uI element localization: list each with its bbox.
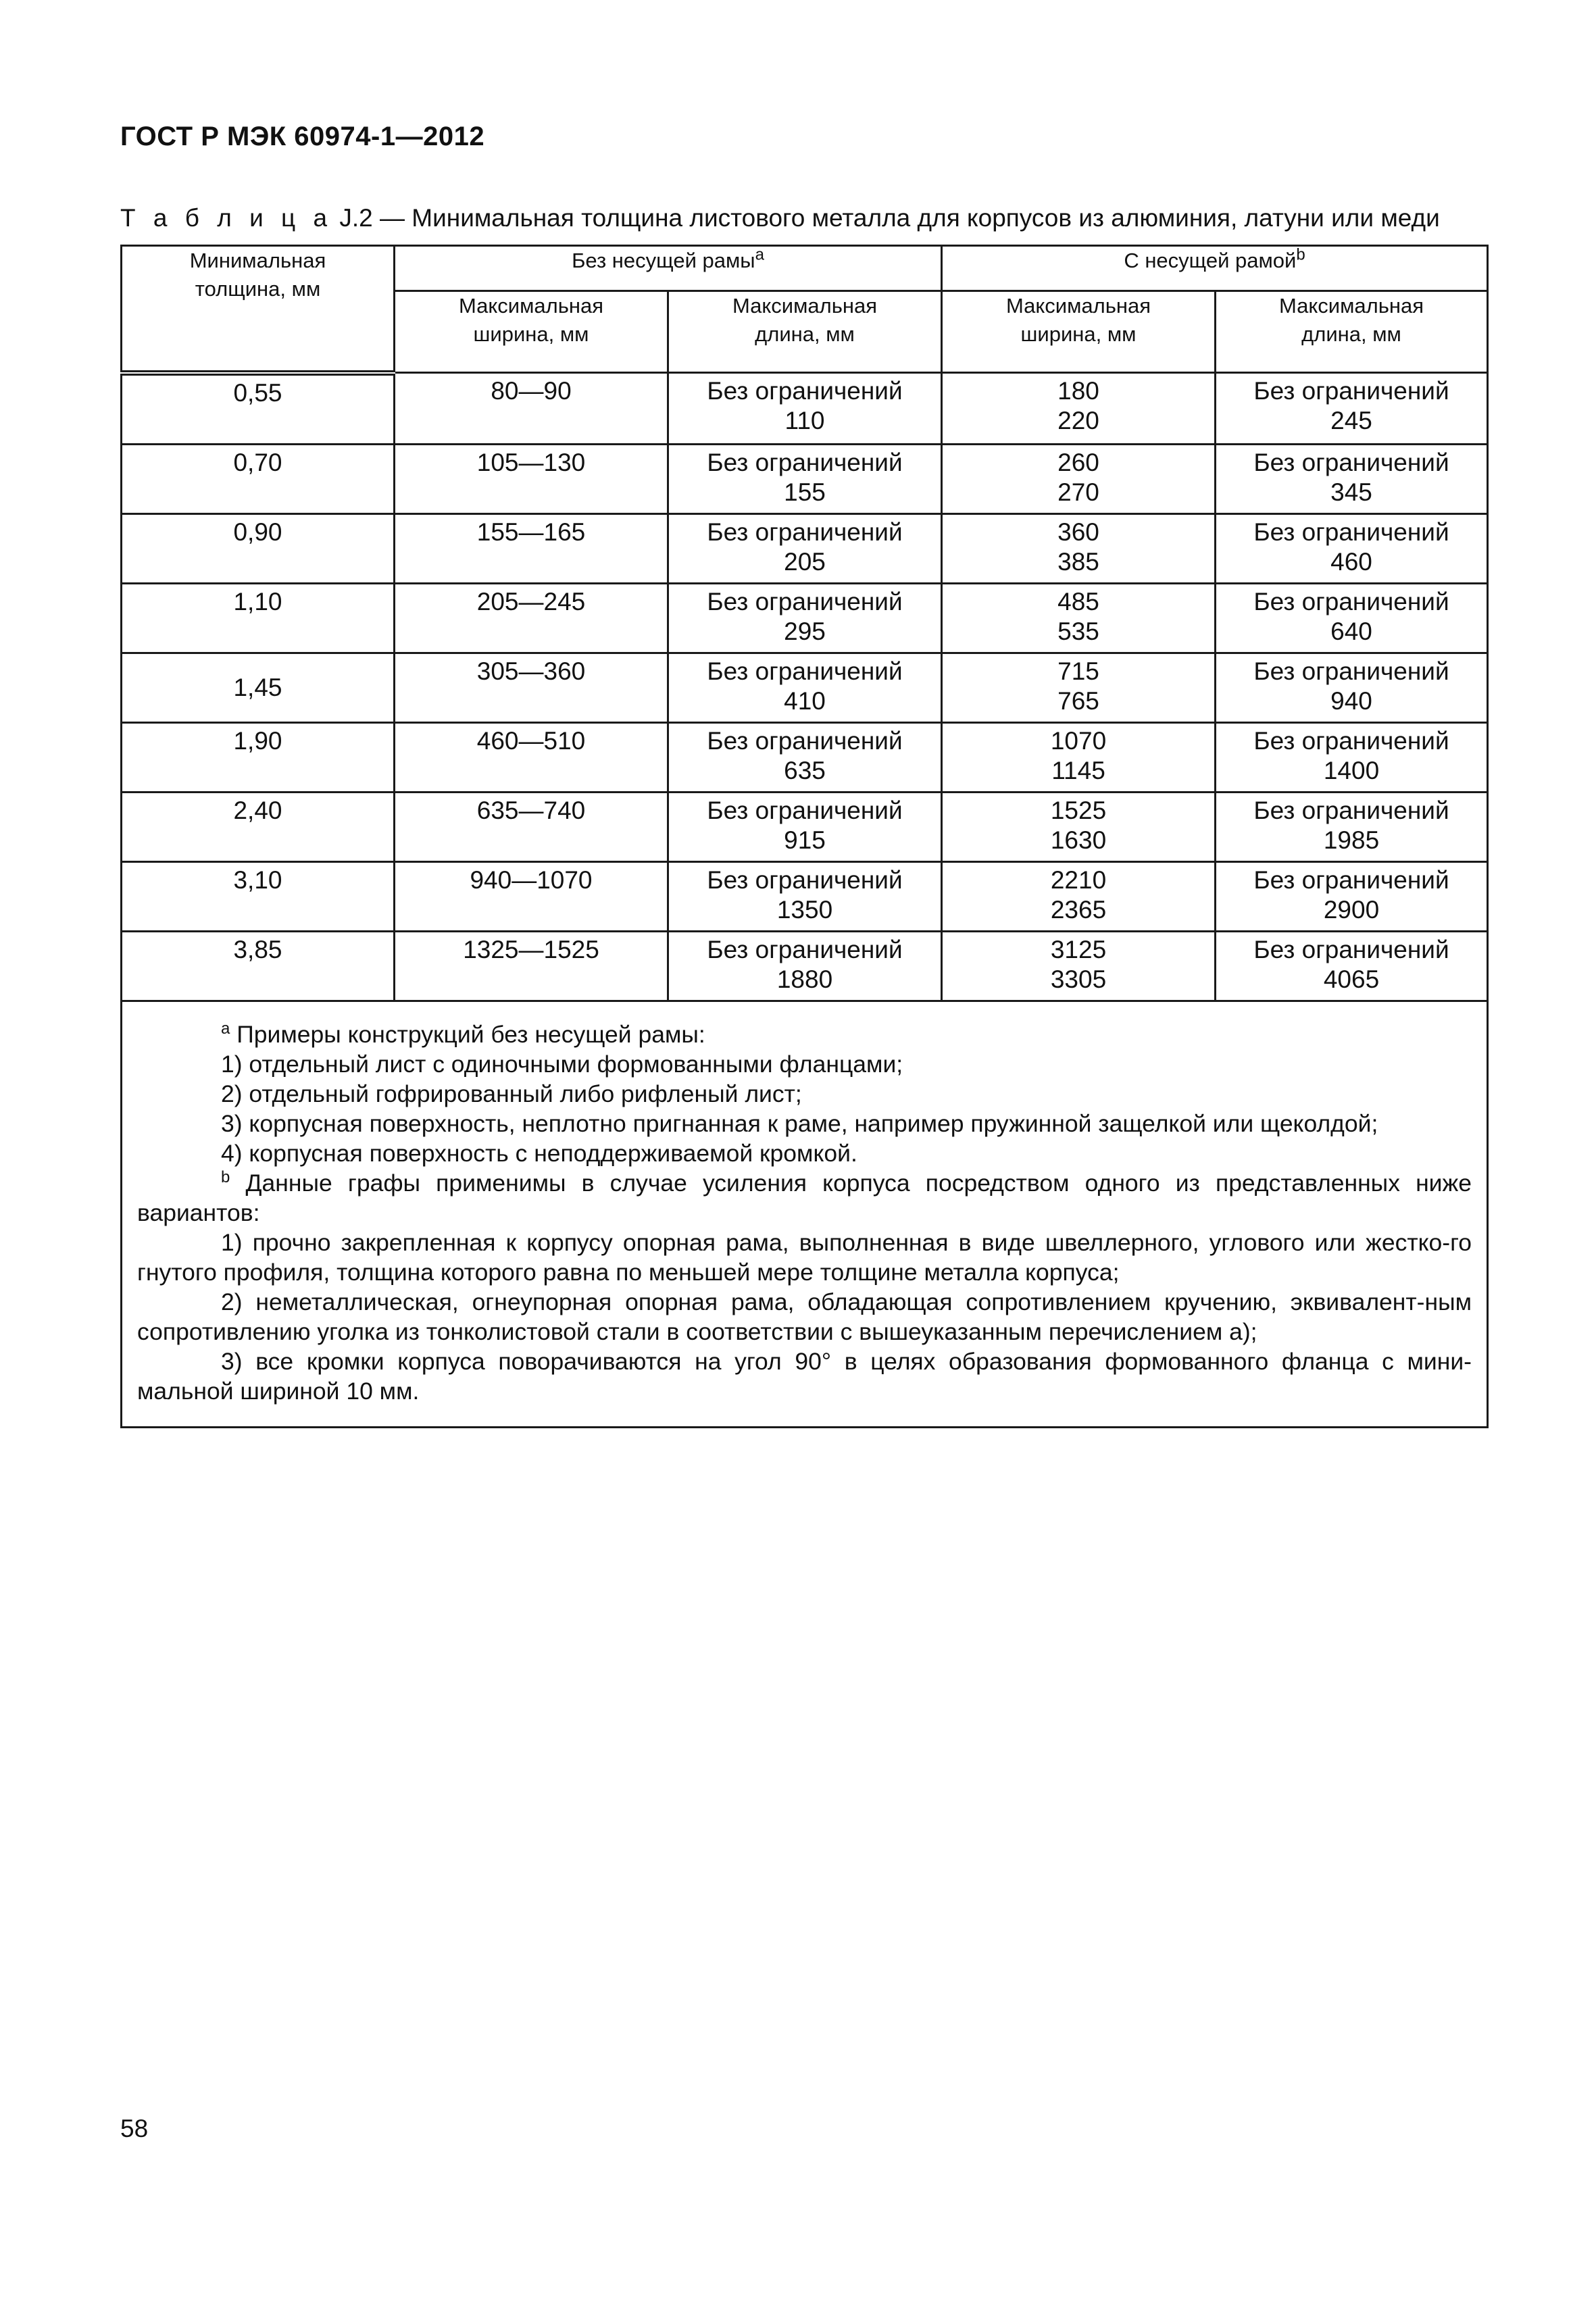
cell-with-frame-length [1216,513,1488,583]
cell-value: 3125 [1050,935,1107,963]
cell-with-frame-width [942,444,1216,513]
footnote-a-item: 3) корпусная поверхность, неплотно пригнанная к раме, например пружинной защелкой или щеколдой; [221,1109,1378,1137]
cell-value: 385 [1057,547,1099,576]
table-row [122,861,1488,931]
document-standard-header: ГОСТ Р МЭК 60974-1—2012 [120,122,485,151]
cell-value: 1,10 [233,587,282,615]
cell-no-frame-width [395,653,668,722]
cell-value: 110 [784,407,825,434]
cell-value: Без ограничений [707,796,903,824]
table-body [122,373,1488,1001]
footnote-a-item: 4) корпусная поверхность с неподдерживаемой кромкой. [221,1139,857,1167]
footnote-b-item: 2) неметаллическая, огнеупорная опорная рама, обладающая сопротивлением кручению, эквивалент-ным сопротивлению уголка из тонколистовой стали в соответствии с вышеуказанным перечислением а); [137,1288,1472,1345]
cell-value: Без ограничений [1253,796,1449,824]
footnote-b-item: 1) прочно закрепленная к корпусу опорная рама, выполненная в виде швеллерного, углового или жестко-го гнутого профиля, толщина которого равна по меньшей мере толщине металла корпуса; [137,1228,1472,1286]
cell-value: 1985 [1323,826,1380,854]
footnote-a-mark: a [221,1019,230,1038]
header-with-frame [942,246,1488,291]
cell-no-frame-length [668,513,942,583]
cell-value: 360 [1057,518,1099,546]
cell-value: 485 [1057,587,1099,615]
table-row [122,583,1488,653]
cell-value: Без ограничений [707,518,903,546]
cell-value: 460 [1330,547,1372,576]
cell-value: 295 [784,617,826,645]
table-row [122,722,1488,792]
cell-value: 1145 [1051,756,1105,784]
header-with-frame-label: С несущей рамой [1124,249,1297,272]
cell-value: Без ограничений [707,657,903,685]
cell-thickness [122,931,395,1001]
cell-value: 460—510 [476,726,586,755]
cell-with-frame-length [1216,722,1488,792]
cell-thickness [122,513,395,583]
cell-value: 3305 [1050,965,1107,993]
cell-with-frame-width [942,792,1216,861]
header-with-frame-max-width: Максимальная ширина, мм [942,291,1216,373]
cell-value: 1350 [776,895,833,924]
cell-with-frame-width [942,513,1216,583]
table-caption-text: J.2 — Минимальная толщина листового металла для корпусов из алюминия, латуни или меди [339,204,1440,232]
cell-value: 180 [1057,377,1099,405]
footnote-a-item: 1) отдельный лист с одиночными формованными фланцами; [221,1050,903,1078]
cell-no-frame-width [395,792,668,861]
cell-with-frame-width [942,583,1216,653]
table-row [122,931,1488,1001]
cell-with-frame-length [1216,583,1488,653]
cell-no-frame-length [668,373,942,445]
footnote-b-item: 3) все кромки корпуса поворачиваются на угол 90° в целях образования формованного фланца с мини-мальной шириной 10 мм. [137,1347,1472,1405]
cell-value: Без ограничений [707,935,903,963]
cell-no-frame-width [395,861,668,931]
table-caption [120,204,1440,232]
cell-with-frame-length [1216,931,1488,1001]
cell-value: Без ограничений [1253,587,1449,615]
cell-thickness [122,861,395,931]
cell-value: 1630 [1050,826,1107,854]
cell-no-frame-length [668,792,942,861]
cell-value: Без ограничений [707,377,903,405]
cell-value: 305—360 [476,657,586,685]
cell-value: 940—1070 [470,865,593,894]
cell-value: 155—165 [476,518,586,546]
table-header-row [122,246,1488,291]
cell-value: 345 [1330,478,1372,506]
cell-value: 635—740 [476,796,586,824]
table-row [122,444,1488,513]
cell-value: 715 [1057,657,1099,685]
cell-value: 105—130 [476,448,586,476]
cell-thickness [122,373,395,445]
cell-with-frame-width [942,653,1216,722]
cell-value: 245 [1330,407,1372,434]
page-number: 58 [120,2115,149,2142]
footnote-b-mark: b [221,1167,230,1186]
table-row [122,513,1488,583]
cell-value: Без ограничений [707,587,903,615]
cell-no-frame-length [668,931,942,1001]
cell-value: 1,45 [233,673,282,701]
cell-value: 3,10 [233,865,282,894]
footnote-a-title: $^a$ Примеры конструкций без несущей рамы: [221,1019,705,1048]
cell-with-frame-length [1216,653,1488,722]
cell-with-frame-width [942,861,1216,931]
table-notes-row [122,1001,1488,1427]
cell-value: 2210 [1050,865,1107,894]
cell-value: 765 [1057,686,1099,715]
cell-value: 1325—1525 [463,935,599,963]
cell-value: 270 [1057,478,1099,506]
header-no-frame-max-length: Максимальная длина, мм [668,291,942,373]
cell-value: 640 [1330,617,1372,645]
cell-value: Без ограничений [707,865,903,894]
cell-with-frame-length [1216,373,1488,445]
cell-value: 2365 [1050,895,1107,924]
cell-value: Без ограничений [1253,865,1449,894]
table-caption-prefix: Т а б л и ц а [120,204,333,232]
cell-value: 2900 [1323,895,1380,924]
cell-value: 220 [1057,407,1099,434]
header-no-frame-footnote-mark: a [755,245,764,264]
cell-no-frame-width [395,373,668,445]
cell-no-frame-length [668,861,942,931]
table-row [122,373,1488,445]
cell-with-frame-width [942,373,1216,445]
cell-no-frame-length [668,653,942,722]
cell-with-frame-length [1216,792,1488,861]
cell-no-frame-width [395,513,668,583]
cell-no-frame-width [395,583,668,653]
header-no-frame-label: Без несущей рамы [572,249,755,272]
table-notes [122,1001,1488,1427]
cell-value: 535 [1057,617,1099,645]
cell-value: 0,90 [233,518,282,546]
header-no-frame-max-width: Максимальная ширина, мм [395,291,668,373]
table-row [122,792,1488,861]
cell-value: 410 [784,686,826,715]
header-no-frame [395,246,942,291]
cell-thickness [122,722,395,792]
cell-value: Без ограничений [1253,377,1449,405]
cell-value: 205 [784,547,826,576]
header-with-frame-footnote-mark: b [1296,245,1305,264]
cell-value: 940 [1330,686,1372,715]
cell-value: Без ограничений [707,448,903,476]
cell-value: 0,55 [233,378,282,407]
cell-thickness [122,583,395,653]
cell-with-frame-length [1216,444,1488,513]
cell-thickness [122,444,395,513]
cell-value: 1525 [1050,796,1107,824]
cell-with-frame-width [942,931,1216,1001]
cell-value: 1,90 [233,726,282,755]
cell-value: 2,40 [233,796,282,824]
cell-value: 1400 [1323,756,1380,784]
cell-no-frame-width [395,931,668,1001]
cell-value: Без ограничений [1253,935,1449,963]
cell-no-frame-width [395,444,668,513]
cell-value: Без ограничений [1253,726,1449,755]
cell-thickness [122,792,395,861]
cell-value: 3,85 [233,935,282,963]
cell-value: 1070 [1050,726,1107,755]
footnote-b-title: $^b$ Данные графы применимы в случае усиления корпуса посредством одного из представленных ниже вариантов: [137,1167,1472,1226]
cell-value: 635 [784,756,826,784]
cell-no-frame-width [395,722,668,792]
cell-with-frame-length [1216,861,1488,931]
cell-value: 80—90 [491,377,572,405]
header-min-thickness: Минимальная толщина, мм [122,246,395,373]
cell-value: Без ограничений [707,726,903,755]
sheet-metal-thickness-table [120,245,1489,1428]
table-row [122,653,1488,722]
cell-no-frame-length [668,583,942,653]
cell-value: 0,70 [233,448,282,476]
cell-thickness [122,653,395,722]
cell-value: 260 [1057,448,1099,476]
cell-value: 155 [784,478,826,506]
cell-value: Без ограничений [1253,657,1449,685]
cell-value: 4065 [1323,965,1380,993]
cell-value: 1880 [776,965,833,993]
footnote-a-item: 2) отдельный гофрированный либо рифленый лист; [221,1080,802,1107]
cell-no-frame-length [668,444,942,513]
cell-value: Без ограничений [1253,448,1449,476]
cell-value: 205—245 [476,587,586,615]
cell-no-frame-length [668,722,942,792]
cell-with-frame-width [942,722,1216,792]
cell-value: 915 [784,826,826,854]
cell-value: Без ограничений [1253,518,1449,546]
header-with-frame-max-length: Максимальная длина, мм [1216,291,1488,373]
